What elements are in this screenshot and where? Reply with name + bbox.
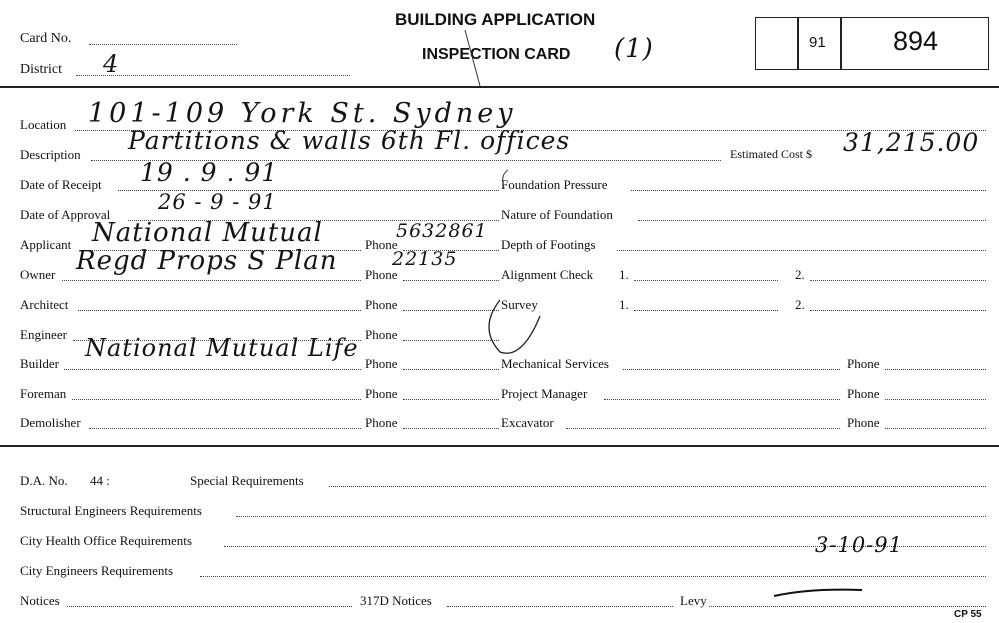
da-no-value: 44 : — [90, 473, 110, 488]
owner-phone-label: Phone — [365, 267, 398, 282]
notices-317d-label: 317D Notices — [360, 593, 432, 608]
architect-label: Architect — [20, 297, 69, 312]
foundation-pressure-label: Foundation Pressure — [501, 177, 608, 192]
project-manager-label: Project Manager — [501, 386, 588, 401]
owner-phone-value: 22135 — [392, 248, 458, 270]
date-approval-label: Date of Approval — [20, 207, 111, 222]
owner-label: Owner — [20, 267, 56, 282]
depth-footings-label: Depth of Footings — [501, 237, 596, 252]
district-label: District — [20, 62, 62, 77]
city-engineers-label: City Engineers Requirements — [20, 563, 174, 578]
description-label: Description — [20, 147, 81, 162]
district-value: 4 — [103, 50, 120, 78]
architect-phone-label: Phone — [365, 297, 398, 312]
applicant-label: Applicant — [20, 237, 72, 252]
alignment-num-2: 2. — [795, 267, 805, 282]
survey-label: Survey — [501, 297, 538, 312]
nature-foundation-label: Nature of Foundation — [501, 207, 613, 222]
demolisher-phone-label: Phone — [365, 415, 398, 430]
mechanical-label: Mechanical Services — [501, 356, 609, 371]
form-title-line1: BUILDING APPLICATION — [395, 10, 596, 29]
demolisher-label: Demolisher — [20, 415, 81, 430]
alignment-check-label: Alignment Check — [501, 267, 594, 282]
structural-requirements-label: Structural Engineers Requirements — [20, 503, 202, 518]
description-value: Partitions & walls 6th Fl. offices — [128, 126, 571, 155]
builder-value: National Mutual Life — [85, 334, 359, 362]
card-id-number: 894 — [893, 26, 939, 56]
owner-value: Regd Props S Plan — [76, 246, 338, 276]
form-title-line2: INSPECTION CARD — [422, 46, 571, 63]
applicant-phone-label: Phone — [365, 237, 398, 252]
special-requirements-label: Special Requirements — [190, 473, 304, 488]
special-requirements-field[interactable] — [329, 486, 986, 487]
levy-field[interactable] — [709, 606, 986, 607]
health-requirements-label: City Health Office Requirements — [20, 533, 192, 548]
estimated-cost-value: 31,215.00 — [843, 128, 980, 157]
details-divider — [0, 445, 999, 447]
city-engineers-field[interactable] — [200, 576, 986, 577]
date-receipt-value: 19 . 9 . 91 — [140, 158, 279, 187]
engineer-phone-label: Phone — [365, 327, 398, 342]
applicant-phone-value: 5632861 — [396, 220, 488, 242]
card-id-prefix: 91 — [809, 34, 826, 51]
foreman-label: Foreman — [20, 386, 67, 401]
location-label: Location — [20, 117, 67, 132]
health-requirements-value: 3-10-91 — [815, 533, 903, 557]
builder-label: Builder — [20, 356, 59, 371]
location-value: 101-109 York St. Sydney — [88, 98, 517, 129]
form-code: CP 55 — [954, 609, 982, 620]
card-count-value: (1) — [614, 34, 654, 64]
notices-317d-field[interactable] — [447, 606, 673, 607]
date-receipt-label: Date of Receipt — [20, 177, 102, 192]
notices-label: Notices — [20, 593, 60, 608]
applicant-value: National Mutual — [92, 218, 323, 248]
builder-phone-label: Phone — [365, 356, 398, 371]
excavator-phone-label: Phone — [847, 415, 880, 430]
structural-requirements-field[interactable] — [236, 516, 986, 517]
foreman-phone-label: Phone — [365, 386, 398, 401]
engineer-label: Engineer — [20, 327, 67, 342]
project-manager-phone-label: Phone — [847, 386, 880, 401]
date-approval-value: 26 - 9 - 91 — [158, 190, 277, 214]
card-no-label: Card No. — [20, 31, 72, 46]
notices-field[interactable] — [67, 606, 352, 607]
mechanical-phone-label: Phone — [847, 356, 880, 371]
survey-num-2: 2. — [795, 297, 805, 312]
levy-label: Levy — [680, 593, 707, 608]
survey-num-1: 1. — [619, 297, 629, 312]
excavator-label: Excavator — [501, 415, 554, 430]
da-no-label: D.A. No. — [20, 473, 68, 488]
alignment-num-1: 1. — [619, 267, 629, 282]
estimated-cost-label: Estimated Cost $ — [730, 147, 812, 161]
